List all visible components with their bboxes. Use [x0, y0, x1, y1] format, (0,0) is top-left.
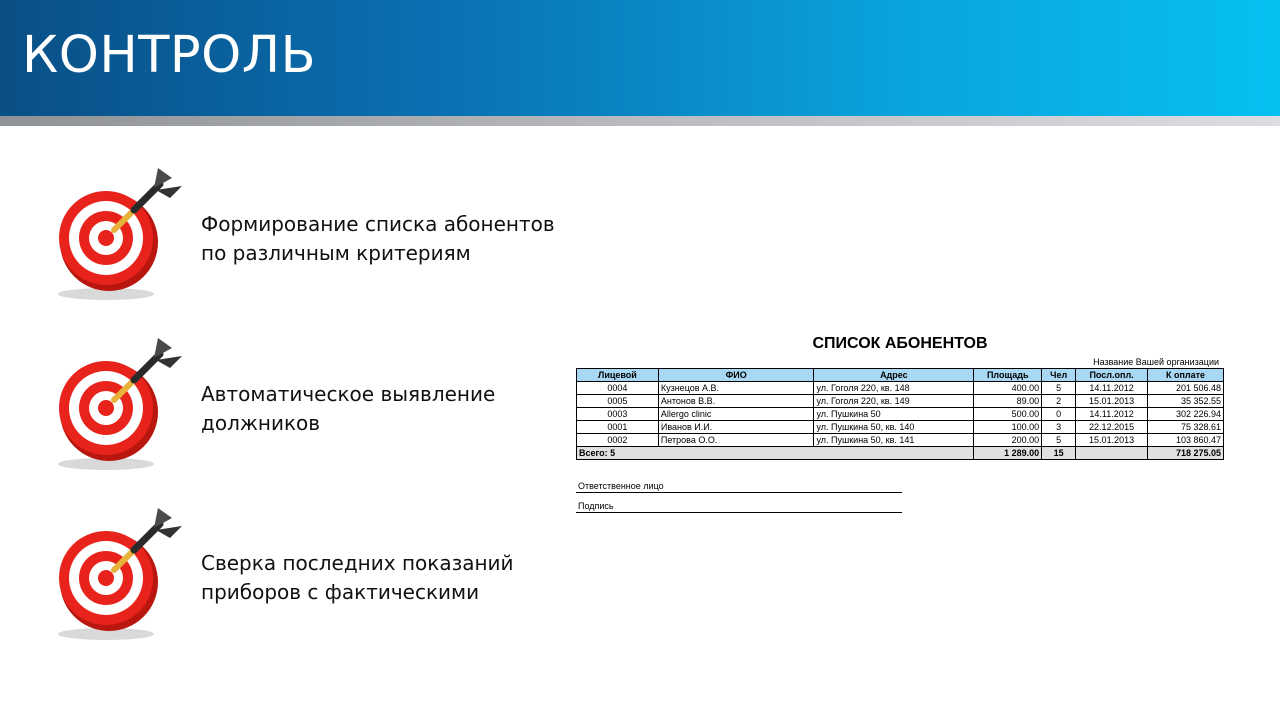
- subscriber-table: [576, 368, 1224, 460]
- column-header: Посл.опл.: [1076, 369, 1148, 382]
- total-area: 1 289.00: [974, 447, 1042, 460]
- total-label: Всего: 5: [577, 447, 974, 460]
- cell-amount-due: 201 506.48: [1148, 382, 1224, 395]
- header-divider: [0, 116, 1280, 126]
- report-title: СПИСОК АБОНЕНТОВ: [812, 335, 988, 352]
- cell-account: 0001: [577, 421, 659, 434]
- target-icon: [50, 506, 185, 646]
- cell-name: Кузнецов А.В.: [658, 382, 814, 395]
- bullet-text-1: [201, 210, 555, 268]
- cell-address: ул. Пушкина 50, кв. 140: [814, 421, 974, 434]
- column-header: Адрес: [814, 369, 974, 382]
- cell-address: ул. Гоголя 220, кв. 148: [814, 382, 974, 395]
- cell-name: Антонов В.В.: [658, 395, 814, 408]
- column-header: Лицевой: [577, 369, 659, 382]
- cell-last-payment: 15.01.2013: [1076, 434, 1148, 447]
- target-icon: [50, 336, 185, 476]
- cell-last-payment: 14.11.2012: [1076, 382, 1148, 395]
- bullet-2-line-2: должников: [201, 411, 321, 435]
- column-header: К оплате: [1148, 369, 1224, 382]
- total-empty-cell: [1076, 447, 1148, 460]
- column-header: ФИО: [658, 369, 814, 382]
- cell-name: Иванов И.И.: [658, 421, 814, 434]
- table-row: [577, 421, 1224, 434]
- column-header: Площадь: [974, 369, 1042, 382]
- cell-account: 0004: [577, 382, 659, 395]
- cell-area: 400.00: [974, 382, 1042, 395]
- cell-people: 5: [1042, 382, 1076, 395]
- total-amount-due: 718 275.05: [1148, 447, 1224, 460]
- table-header-row: [577, 369, 1224, 382]
- report-organization: Название Вашей организации: [1093, 357, 1219, 367]
- cell-people: 5: [1042, 434, 1076, 447]
- cell-last-payment: 14.11.2012: [1076, 408, 1148, 421]
- target-icon: [50, 166, 185, 306]
- cell-amount-due: 35 352.55: [1148, 395, 1224, 408]
- cell-address: ул. Гоголя 220, кв. 149: [814, 395, 974, 408]
- cell-address: ул. Пушкина 50, кв. 141: [814, 434, 974, 447]
- column-header: Чел: [1042, 369, 1076, 382]
- cell-people: 2: [1042, 395, 1076, 408]
- cell-people: 0: [1042, 408, 1076, 421]
- cell-account: 0003: [577, 408, 659, 421]
- table-row: [577, 382, 1224, 395]
- cell-name: Allergo clinic: [658, 408, 814, 421]
- table-row: [577, 395, 1224, 408]
- bullet-3-line-2: приборов с фактическими: [201, 580, 480, 604]
- page-title: КОНТРОЛЬ: [22, 26, 317, 85]
- table-total-row: [577, 447, 1224, 460]
- signature-line: Подпись: [576, 501, 902, 513]
- cell-address: ул. Пушкина 50: [814, 408, 974, 421]
- bullet-1-line-1: Формирование списка абонентов: [201, 212, 555, 236]
- header-bar: [0, 0, 1280, 116]
- bullet-text-2: [201, 380, 495, 438]
- table-row: [577, 408, 1224, 421]
- cell-last-payment: 22.12.2015: [1076, 421, 1148, 434]
- cell-people: 3: [1042, 421, 1076, 434]
- responsible-person-line: Ответственное лицо: [576, 481, 902, 493]
- cell-area: 100.00: [974, 421, 1042, 434]
- cell-area: 500.00: [974, 408, 1042, 421]
- cell-amount-due: 302 226.94: [1148, 408, 1224, 421]
- cell-account: 0002: [577, 434, 659, 447]
- cell-name: Петрова О.О.: [658, 434, 814, 447]
- cell-last-payment: 15.01.2013: [1076, 395, 1148, 408]
- bullet-text-3: [201, 549, 514, 607]
- cell-area: 89.00: [974, 395, 1042, 408]
- subscriber-report: [576, 335, 1226, 460]
- cell-amount-due: 75 328.61: [1148, 421, 1224, 434]
- total-people: 15: [1042, 447, 1076, 460]
- cell-area: 200.00: [974, 434, 1042, 447]
- cell-account: 0005: [577, 395, 659, 408]
- bullet-1-line-2: по различным критериям: [201, 241, 471, 265]
- table-row: [577, 434, 1224, 447]
- bullet-3-line-1: Сверка последних показаний: [201, 551, 514, 575]
- bullet-2-line-1: Автоматическое выявление: [201, 382, 496, 406]
- cell-amount-due: 103 860.47: [1148, 434, 1224, 447]
